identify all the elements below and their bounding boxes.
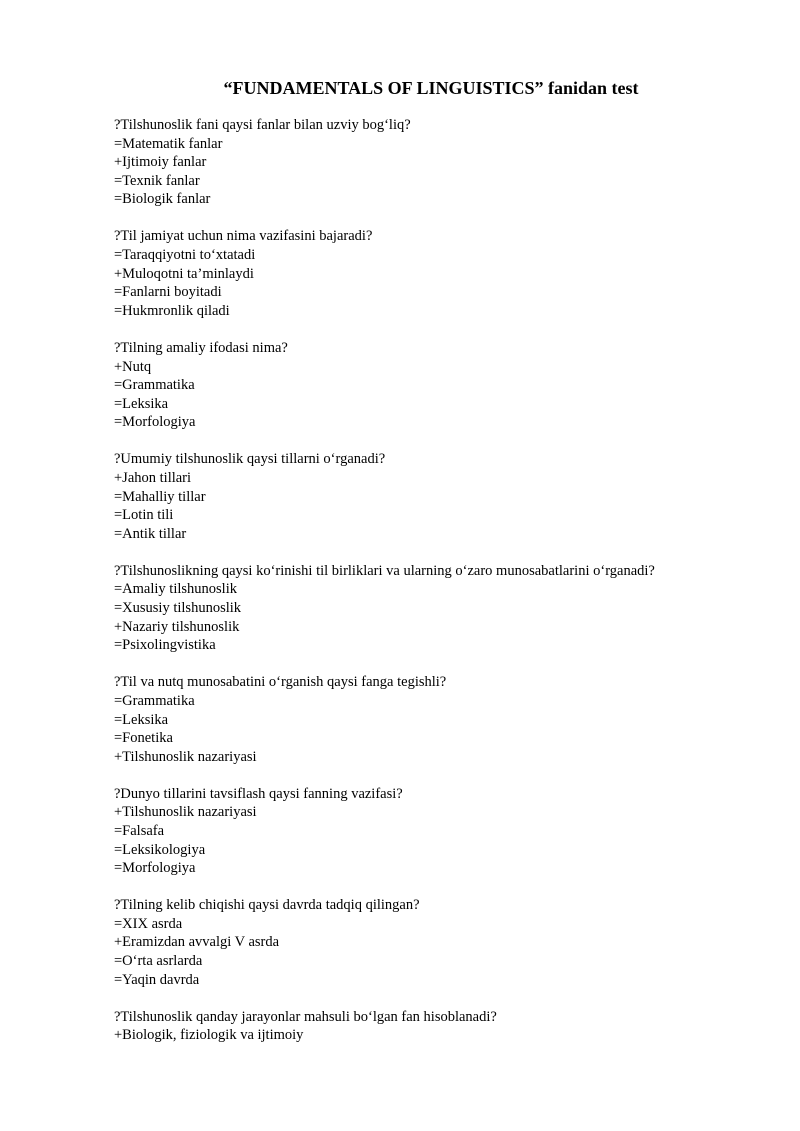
answer-option: +Nutq (114, 358, 152, 375)
answer-option: +Eramizdan avvalgi V asrda (114, 934, 280, 951)
answer-option: =Xususiy tilshunoslik (114, 600, 242, 617)
question-text: ?Tilshunoslik fani qaysi fanlar bilan uzviy bog‘liq? (114, 117, 411, 133)
answer-option: =Yaqin davrda (114, 971, 200, 988)
question-block-9 (114, 1008, 784, 1045)
answer-option: =Leksikologiya (114, 841, 206, 858)
answer-option: =Leksika (114, 395, 169, 412)
answer-option: =XIX asrda (114, 915, 183, 932)
answer-option: =Morfologiya (114, 860, 196, 877)
question-block-4 (114, 450, 784, 543)
question-block-3 (114, 339, 784, 432)
answer-option: =Hukmronlik qiladi (114, 302, 230, 319)
answer-option: =Grammatika (114, 377, 195, 394)
question-block-6 (114, 673, 784, 766)
answer-option: +Tilshunoslik nazariyasi (114, 748, 257, 765)
question-block-8 (114, 896, 784, 989)
answer-option: =Biologik fanlar (114, 191, 211, 208)
question-text: ?Tilning amaliy ifodasi nima? (114, 339, 288, 356)
question-block-5 (114, 562, 784, 655)
question-list (114, 116, 784, 1063)
answer-option: =Matematik fanlar (114, 135, 223, 152)
question-block-1 (114, 116, 784, 209)
answer-option: =Fanlarni boyitadi (114, 284, 222, 301)
answer-option: =Taraqqiyotni to‘xtatadi (114, 247, 256, 264)
answer-option: +Tilshunoslik nazariyasi (114, 804, 257, 821)
question-text: ?Tilshunoslikning qaysi ko‘rinishi til birliklari va ularning o‘zaro munosabatlarini o‘rganadi? (114, 562, 655, 579)
answer-option: =Psixolingvistika (114, 637, 216, 654)
question-text: ?Umumiy tilshunoslik qaysi tillarni o‘rganadi? (114, 451, 386, 468)
answer-option: =Amaliy tilshunoslik (114, 581, 237, 598)
answer-option: =Lotin tili (114, 507, 174, 524)
answer-option: +Biologik, fiziologik va ijtimoiy (114, 1027, 304, 1044)
answer-option: +Ijtimoiy fanlar (114, 154, 207, 171)
answer-option: +Jahon tillari (114, 470, 192, 486)
document-title: “FUNDAMENTALS OF LINGUISTICS” fanidan test (223, 78, 639, 98)
answer-option: =O‘rta asrlarda (114, 953, 203, 970)
answer-option: =Leksika (114, 711, 169, 728)
answer-option: =Texnik fanlar (114, 172, 200, 189)
question-block-2 (114, 227, 784, 320)
question-text: ?Dunyo tillarini tavsiflash qaysi fanning vazifasi? (114, 785, 403, 802)
answer-option: =Morfologiya (114, 414, 196, 431)
answer-option: =Falsafa (114, 823, 165, 839)
answer-option: =Antik tillar (114, 525, 187, 542)
question-block-7 (114, 785, 784, 878)
answer-option: +Muloqotni ta’minlaydi (114, 265, 254, 282)
answer-option: =Fonetika (114, 730, 173, 747)
question-text: ?Til va nutq munosabatini o‘rganish qaysi fanga tegishli? (114, 674, 447, 691)
answer-option: =Mahalliy tillar (114, 488, 206, 505)
question-text: ?Til jamiyat uchun nima vazifasini bajaradi? (114, 228, 373, 245)
answer-option: =Grammatika (114, 692, 195, 709)
question-text: ?Tilshunoslik qanday jarayonlar mahsuli bo‘lgan fan hisoblanadi? (114, 1008, 497, 1025)
question-text: ?Tilning kelib chiqishi qaysi davrda tadqiq qilingan? (114, 897, 420, 914)
answer-option: +Nazariy tilshunoslik (114, 618, 240, 635)
